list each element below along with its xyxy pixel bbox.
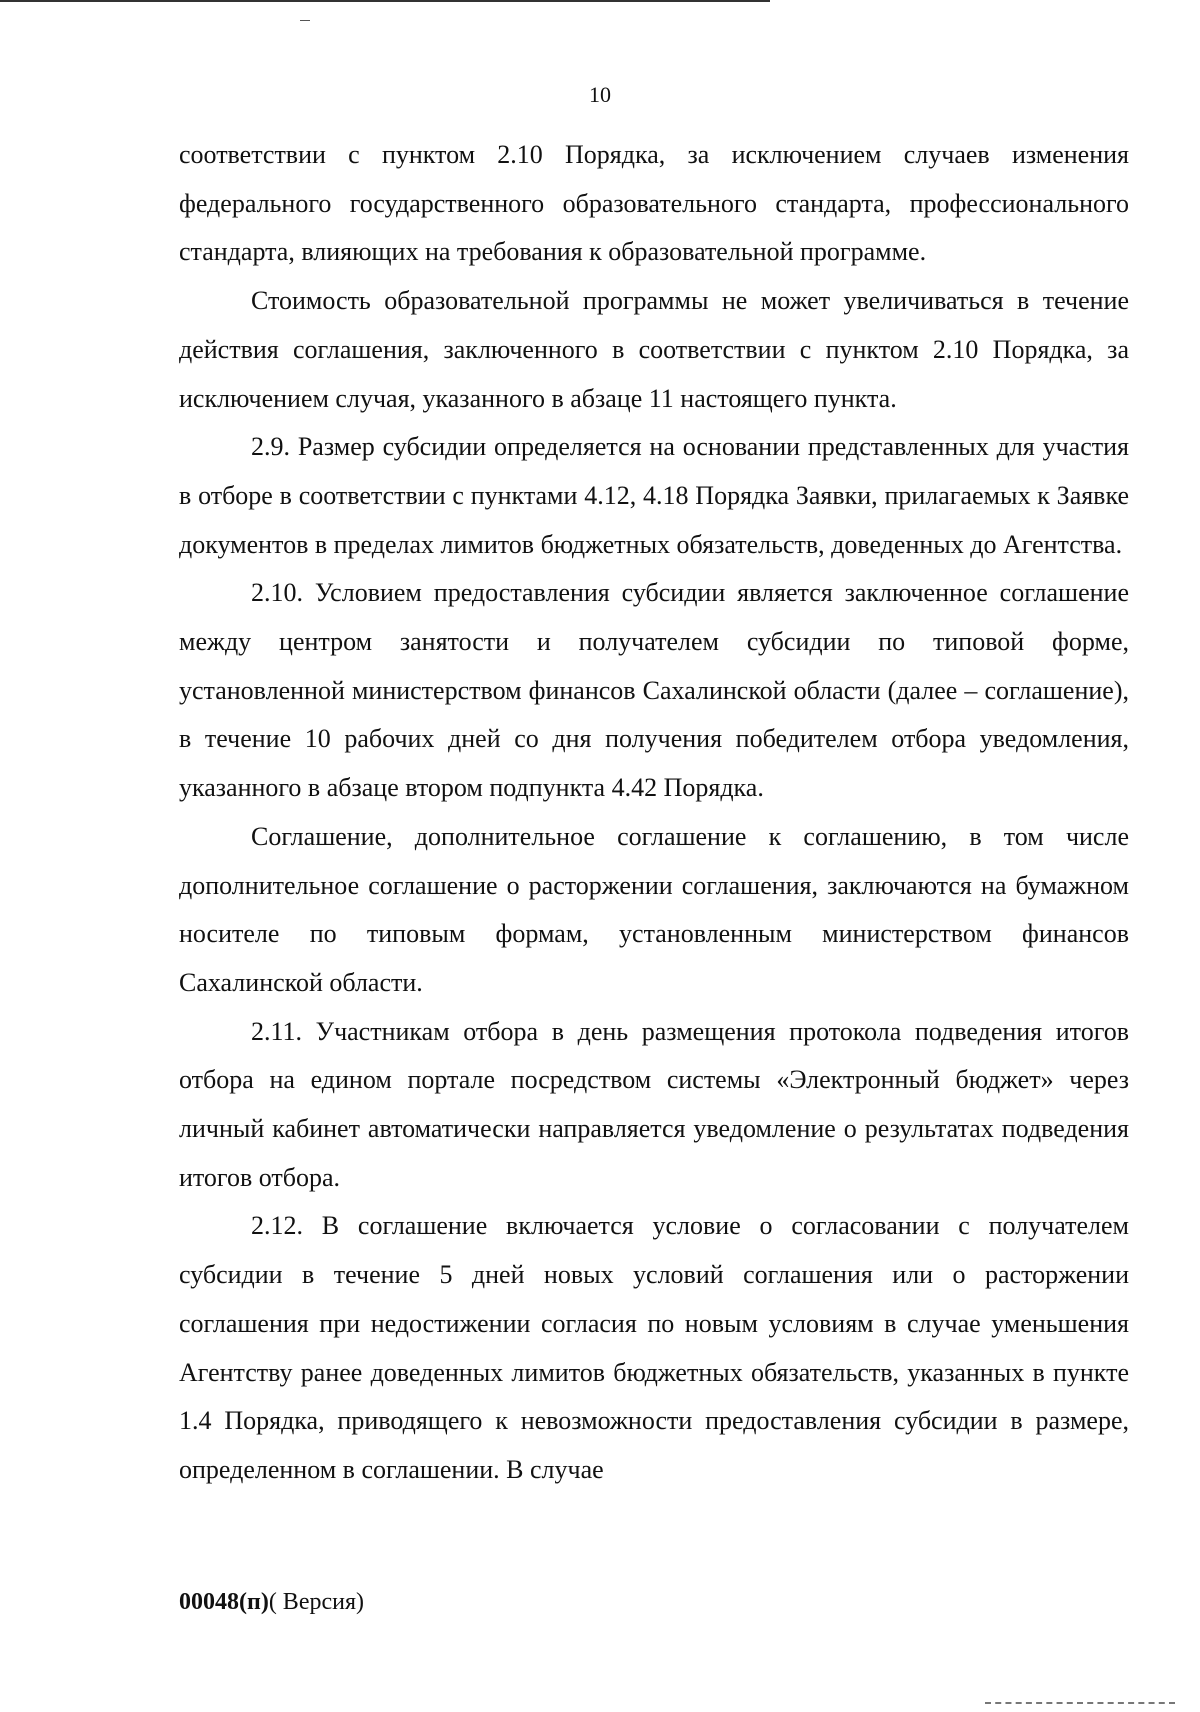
paragraph-agreement-forms: Соглашение, дополнительное соглашение к соглашению, в том числе дополнительное соглашение о расторжении соглашения, заключаются на бумажном носителе по типовым формам, установленным министерством финансов Сахалинской области. [179,821,1129,997]
paragraph-program-cost: Стоимость образовательной программы не может увеличиваться в течение действия соглашения, заключенного в соответствии с пунктом 2.10 Порядка, за исключением случая, указанного в абзаце 11 настоящего пункта. [179,286,1129,413]
paragraph-2-11: 2.11. Участникам отбора в день размещения протокола подведения итогов отбора на едином портале посредством системы «Электронный бюджет» через личный кабинет автоматически направляется уведомление о результатах подведения итогов отбора. [179,1016,1129,1192]
scan-bottom-edge-line [985,1702,1175,1704]
paragraph-continuation: соответствии с пунктом 2.10 Порядка, за исключением случаев изменения федерального государственного образовательного стандарта, профессионального стандарта, влияющих на требования к образовательной программе. [179,140,1129,267]
scan-artifact-dash [300,20,310,21]
document-code: 00048(п) [179,1589,269,1615]
document-footer [179,1587,364,1617]
paragraph-2-10: 2.10. Условием предоставления субсидии является заключенное соглашение между центром занятости и получателем субсидии по типовой форме, установленной министерством финансов Сахалинской области (далее – соглашение), в течение 10 рабочих дней со дня получения победителем отбора уведомления, указанного в абзаце втором подпункта 4.42 Порядка. [179,578,1129,803]
paragraph-2-9: 2.9. Размер субсидии определяется на основании представленных для участия в отборе в соответствии с пунктами 4.12, 4.18 Порядка Заявки, прилагаемых к Заявке документов в пределах лимитов бюджетных обязательств, доведенных до Агентства. [179,432,1129,559]
document-body [179,131,1129,1495]
document-version: ( Версия) [268,1589,364,1615]
paragraph-2-12: 2.12. В соглашение включается условие о согласовании с получателем субсидии в течение 5 дней новых условий соглашения или о расторжении соглашения при недостижении согласия по новым условиям в случае уменьшения Агентству ранее доведенных лимитов бюджетных обязательств, указанных в пункте 1.4 Порядка, приводящего к невозможности предоставления субсидии в размере, определенном в соглашении. В случае [179,1211,1129,1484]
page-number: 10 [589,82,611,107]
scan-top-edge-line [0,0,770,2]
